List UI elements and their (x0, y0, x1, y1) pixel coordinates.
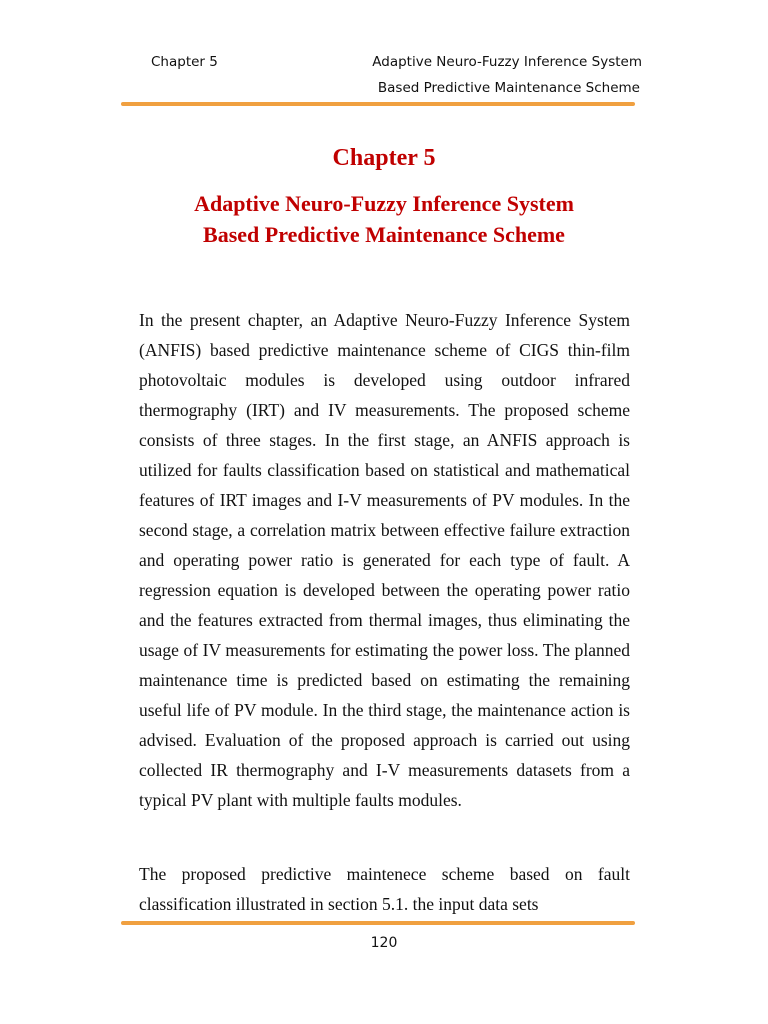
chapter-title-line2: Based Predictive Maintenance Scheme (203, 222, 565, 247)
page-number: 120 (370, 935, 398, 951)
chapter-title-line1: Adaptive Neuro-Fuzzy Inference System (194, 191, 574, 216)
running-header-title-line1: Adaptive Neuro-Fuzzy Inference System (372, 54, 642, 70)
header-rule (121, 102, 635, 106)
running-header-chapter: Chapter 5 (151, 54, 218, 70)
body-paragraph-1: In the present chapter, an Adaptive Neuro-Fuzzy Inference System (ANFIS) based predictive maintenance scheme of CIGS thin-film photovoltaic modules is developed using outdoor infrared thermography (IRT) and IV measurements. The proposed scheme consists of three stages. In the first stage, an ANFIS approach is utilized for faults classification based on statistical and mathematical features of IRT images and I-V measurements of PV modules. In the second stage, a correlation matrix between effective failure extraction and operating power ratio is generated for each type of fault. A regression equation is developed between the operating power ratio and the features extracted from thermal images, thus eliminating the usage of IV measurements for estimating the power loss. The planned maintenance time is predicted based on estimating the remaining useful life of PV module. In the third stage, the maintenance action is advised. Evaluation of the proposed approach is carried out using collected IR thermography and I-V measurements datasets from a typical PV plant with multiple faults modules. (139, 310, 630, 810)
footer-rule (121, 921, 635, 925)
body-paragraph-2: The proposed predictive maintenece scheme based on fault classification illustrated in section 5.1. the input data sets (139, 864, 630, 914)
chapter-number: Chapter 5 (332, 145, 436, 171)
running-header-title-line2: Based Predictive Maintenance Scheme (377, 80, 640, 96)
